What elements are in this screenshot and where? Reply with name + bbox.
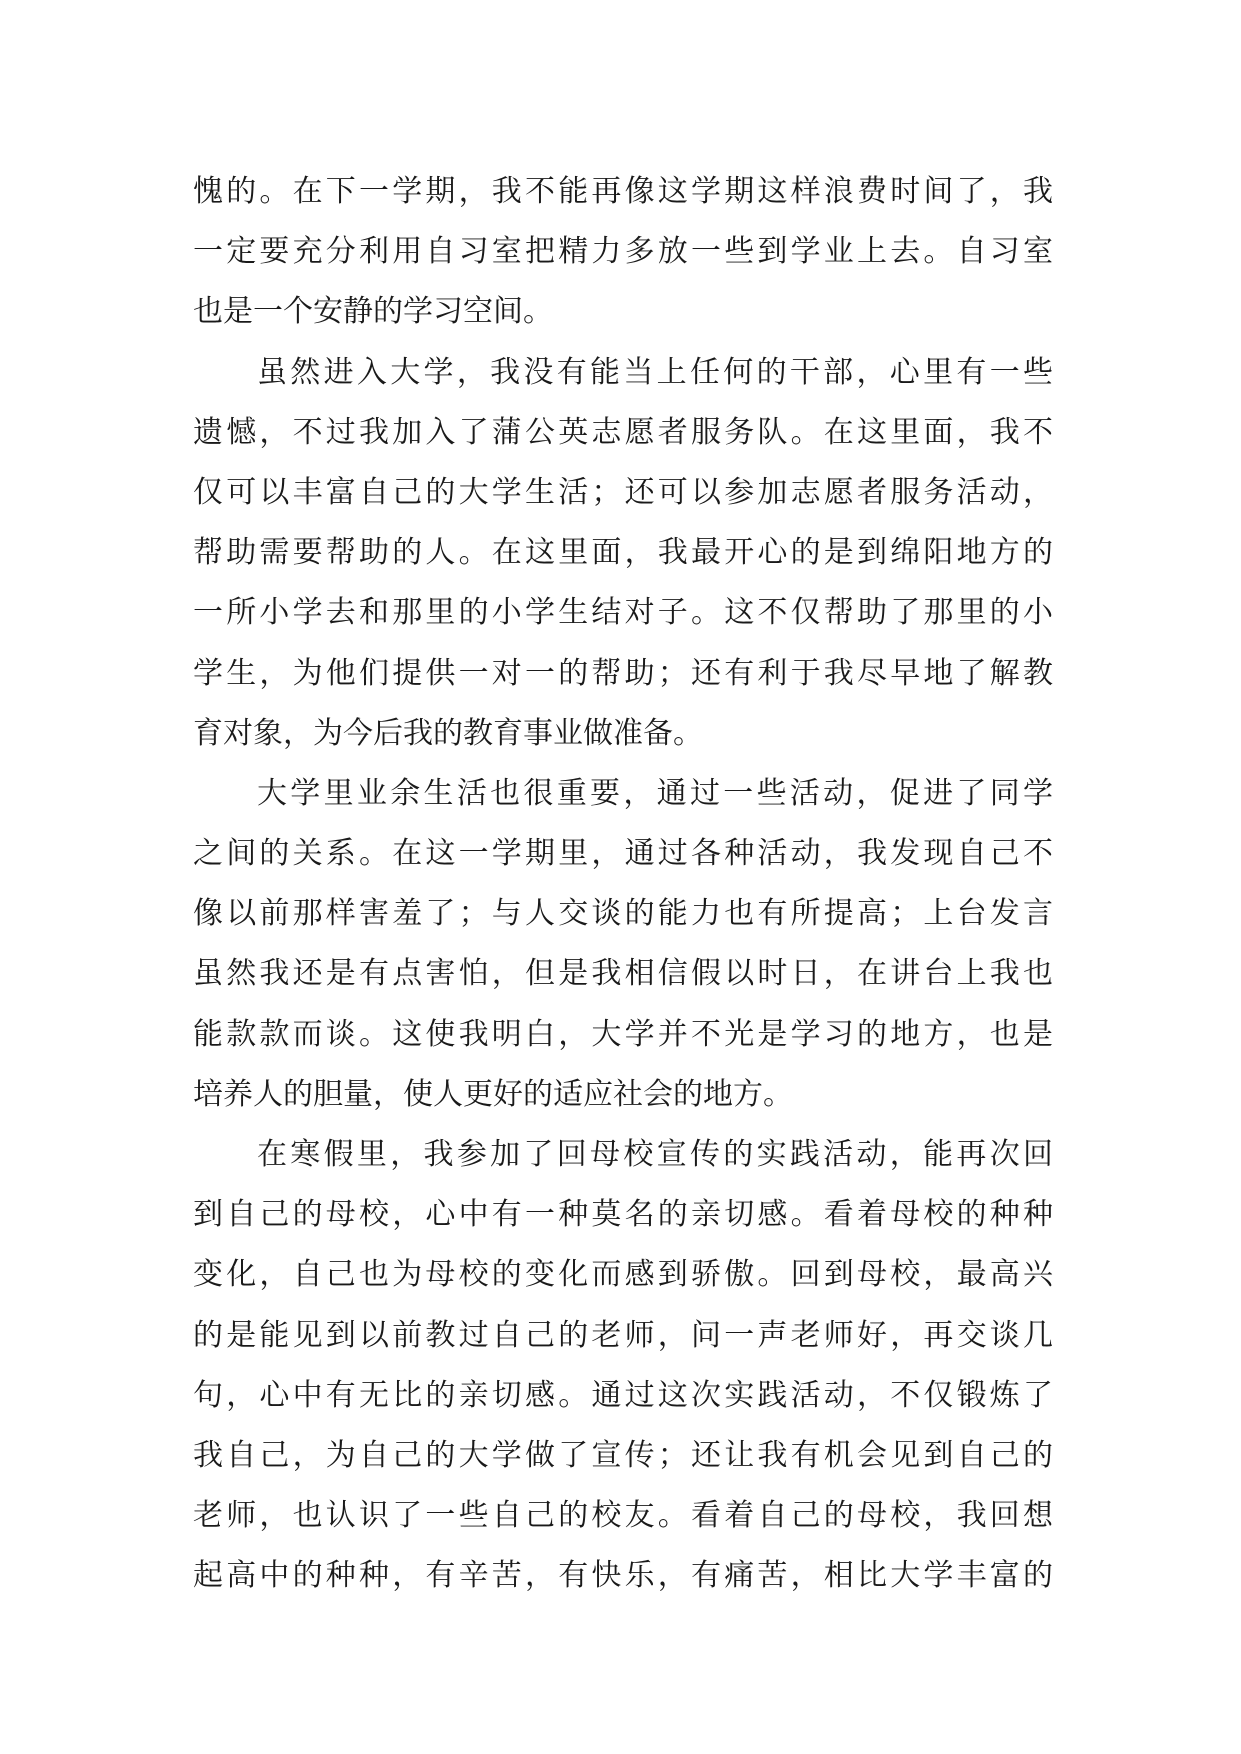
text-line: 一所小学去和那里的小学生结对子。这不仅帮助了那里的小: [193, 595, 1053, 631]
paragraph-first-line: 虽然进入大学，我没有能当上任何的干部，心里有一些: [257, 354, 1053, 390]
text-line: 我自己，为自己的大学做了宣传；还让我有机会见到自己的: [193, 1437, 1053, 1473]
text-line: 能款款而谈。这使我明白，大学并不光是学习的地方，也是: [193, 1016, 1053, 1052]
text-line: 的是能见到以前教过自己的老师，问一声老师好，再交谈几: [193, 1317, 1053, 1353]
text-line: 培养人的胆量，使人更好的适应社会的地方。: [193, 1076, 793, 1112]
text-line: 遗憾，不过我加入了蒲公英志愿者服务队。在这里面，我不: [193, 414, 1053, 450]
text-line: 老师，也认识了一些自己的校友。看着自己的母校，我回想: [193, 1498, 1053, 1534]
text-line: 仅可以丰富自己的大学生活；还可以参加志愿者服务活动，: [193, 474, 1053, 510]
text-line: 愧的。在下一学期，我不能再像这学期这样浪费时间了，我: [193, 174, 1053, 209]
text-line: 帮助需要帮助的人。在这里面，我最开心的是到绵阳地方的: [193, 535, 1053, 571]
text-line: 起高中的种种，有辛苦，有快乐，有痛苦，相比大学丰富的: [193, 1558, 1053, 1594]
text-line: 像以前那样害羞了；与人交谈的能力也有所提高；上台发言: [193, 896, 1053, 932]
paragraph-first-line: 在寒假里，我参加了回母校宣传的实践活动，能再次回: [257, 1137, 1053, 1172]
text-line: 变化，自己也为母校的变化而感到骄傲。回到母校，最高兴: [193, 1257, 1053, 1293]
text-line: 句，心中有无比的亲切感。通过这次实践活动，不仅锻炼了: [193, 1377, 1053, 1413]
text-line: 育对象，为今后我的教育事业做准备。: [193, 715, 703, 751]
text-line: 一定要充分利用自习室把精力多放一些到学业上去。自习室: [193, 234, 1053, 270]
document-body: [193, 162, 1053, 1607]
text-line: 也是一个安静的学习空间。: [193, 294, 553, 330]
paragraph-first-line: 大学里业余生活也很重要，通过一些活动，促进了同学: [257, 775, 1053, 811]
text-line: 学生，为他们提供一对一的帮助；还有利于我尽早地了解教: [193, 655, 1053, 691]
text-line: 虽然我还是有点害怕，但是我相信假以时日，在讲台上我也: [193, 956, 1053, 992]
text-line: 到自己的母校，心中有一种莫名的亲切感。看着母校的种种: [193, 1197, 1053, 1233]
text-line: 之间的关系。在这一学期里，通过各种活动，我发现自己不: [193, 836, 1053, 872]
